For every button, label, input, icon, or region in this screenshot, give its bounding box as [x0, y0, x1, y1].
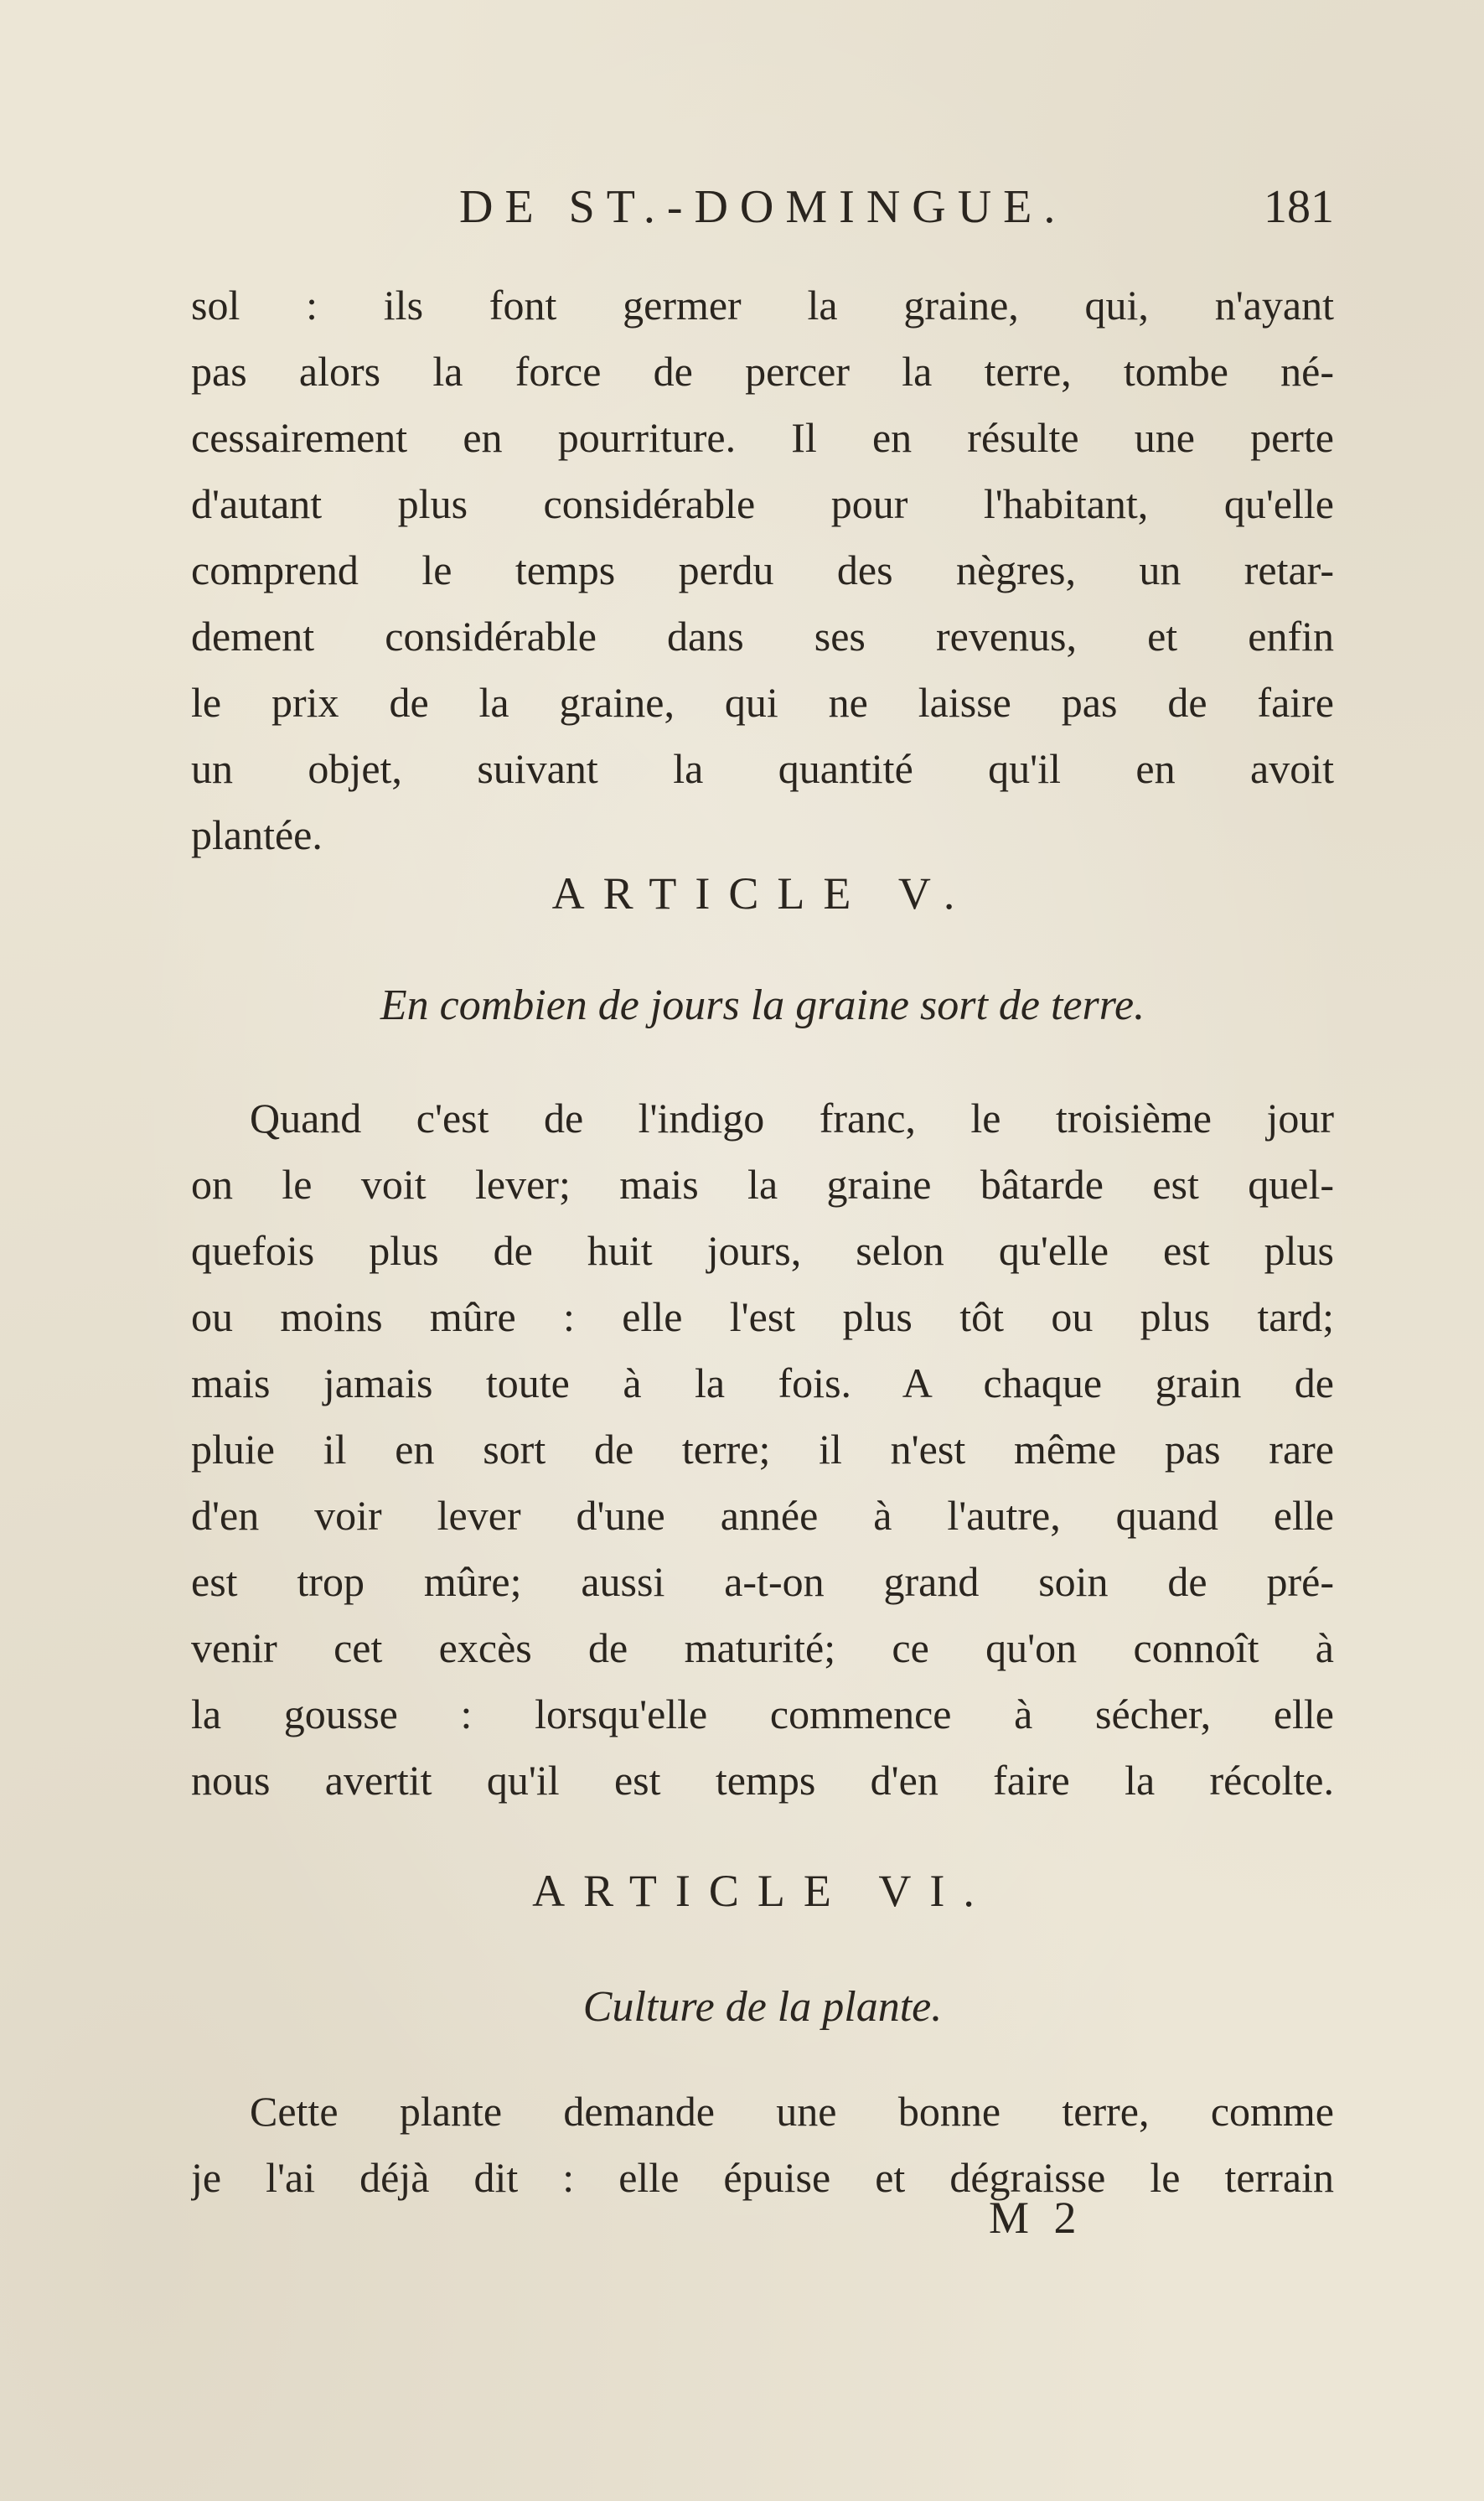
article-heading-vi: ARTICLE VI.: [532, 1866, 993, 1916]
text-line: dement considérable dans ses revenus, et enfin: [191, 613, 1334, 660]
text-line: le prix de la graine, qui ne laisse pas de faire: [191, 679, 1334, 726]
signature-mark: M 2: [989, 2193, 1083, 2243]
page-number: 181: [1264, 181, 1334, 233]
text-line: plantée.: [191, 811, 323, 858]
paragraph-1: [191, 272, 1334, 868]
text-line: comprend le temps perdu des nègres, un retar-: [191, 546, 1334, 593]
text-line: cessairement en pourriture. Il en résulte une perte: [191, 414, 1334, 461]
text-line: quefois plus de huit jours, selon qu'elle est plus: [191, 1227, 1334, 1274]
article-subheading-vi: Culture de la plante.: [582, 1983, 943, 2031]
text-line: sol : ils font germer la graine, qui, n'ayant: [191, 282, 1334, 329]
running-head: DE ST.-DOMINGUE.: [459, 181, 1068, 233]
text-line: un objet, suivant la quantité qu'il en avoit: [191, 745, 1334, 792]
text-line: d'en voir lever d'une année à l'autre, quand elle: [191, 1492, 1334, 1539]
paragraph-2: [191, 1085, 1334, 1814]
paragraph-3: [191, 2079, 1334, 2211]
text-line: d'autant plus considérable pour l'habitant, qu'elle: [191, 480, 1334, 527]
text-line: mais jamais toute à la fois. A chaque grain de: [191, 1359, 1334, 1406]
text-line: pluie il en sort de terre; il n'est même pas rare: [191, 1426, 1334, 1473]
text-line: pas alors la force de percer la terre, tombe né-: [191, 348, 1334, 395]
text-line: la gousse : lorsqu'elle commence à sécher, elle: [191, 1691, 1334, 1737]
text-line: ou moins mûre : elle l'est plus tôt ou plus tard;: [191, 1293, 1334, 1340]
text-line: on le voit lever; mais la graine bâtarde est quel-: [191, 1161, 1334, 1208]
article-subheading-v: En combien de jours la graine sort de terre.: [380, 981, 1145, 1029]
page-header: [191, 180, 1334, 256]
text-line: venir cet excès de maturité; ce qu'on connoît à: [191, 1624, 1334, 1671]
article-heading-v: ARTICLE V.: [551, 868, 974, 919]
text-line: est trop mûre; aussi a-t-on grand soin de pré-: [191, 1558, 1334, 1605]
text-line: Quand c'est de l'indigo franc, le troisième jour: [250, 1095, 1334, 1142]
text-line: je l'ai déjà dit : elle épuise et dégraisse le terrain: [191, 2154, 1334, 2201]
text-line: nous avertit qu'il est temps d'en faire la récolte.: [191, 1757, 1334, 1804]
text-line: Cette plante demande une bonne terre, comme: [250, 2088, 1334, 2135]
